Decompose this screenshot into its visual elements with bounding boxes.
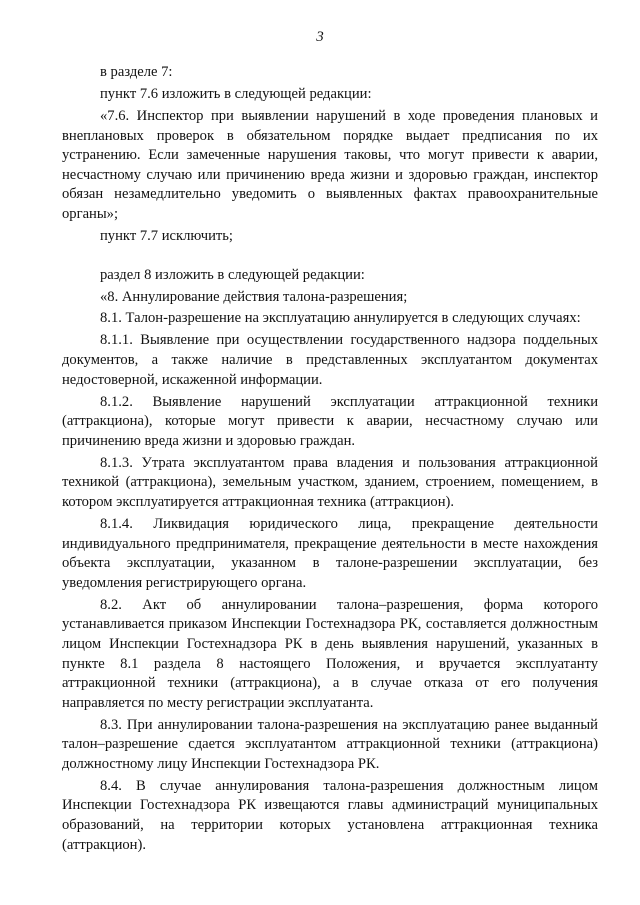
paragraph-8-3: 8.3. При аннулировании талона-разрешения на эксплуатацию ранее выданный талон–разрешение сдается эксплуатантом аттракционной техники (аттракциона) должностному лицу Инспекции Гостехнадзора РК. [62, 716, 598, 772]
paragraph-8-1: 8.1. Талон-разрешение на эксплуатацию аннулируется в следующих случаях: [100, 310, 581, 327]
paragraph-7-6-instruction: пункт 7.6 изложить в следующей редакции: [100, 85, 372, 102]
paragraph-8-1-4: 8.1.4. Ликвидация юридического лица, прекращение деятельности индивидуального предпринимателя, прекращение деятельности в месте нахождения объекта эксплуатации, указанном в талоне-разрешении эксплуатации, без уведомления регистрирующего органа. [62, 515, 598, 591]
paragraph-8-4: 8.4. В случае аннулирования талона-разрешения должностным лицом Инспекции Гостехнадзора РК извещаются главы администраций муниципальных образований, на территории которых установлена аттракционная техника (аттракцион). [62, 777, 598, 853]
paragraph-section8-intro: раздел 8 изложить в следующей редакции: [100, 266, 365, 283]
document-body [62, 63, 598, 858]
paragraph-8-1-1: 8.1.1. Выявление при осуществлении государственного надзора поддельных документов, а также наличие в представленных эксплуатантом документах недостоверной, искаженной информации. [62, 332, 598, 388]
paragraph-8-2: 8.2. Акт об аннулировании талона–разрешения, форма которого устанавливается приказом Инспекции Гостехнадзора РК, составляется должностным лицом Инспекции Гостехнадзора РК в день выявления нарушений, указанных в пункте 8.1 раздела 8 настоящего Положения, и вручается эксплуатанту аттракционной техники (аттракциона), а в случае отказа от его получения направляется по месту регистрации эксплуатанта. [62, 596, 598, 711]
page-number: 3 [316, 29, 324, 45]
paragraph-section7-intro: в разделе 7: [100, 64, 173, 80]
paragraph-7-6-text: «7.6. Инспектор при выявлении нарушений в ходе проведения плановых и внеплановых проверок в обязательном порядке выдает предписания по их устранению. Если замеченные нарушения таковы, что могут привести к аварии, несчастному случаю или причинению вреда жизни и здоровью граждан, инспектор обязан незамедлительно уведомить о выявленных фактах правоохранительные органы»; [62, 107, 598, 222]
paragraph-8-1-2: 8.1.2. Выявление нарушений эксплуатации аттракционной техники (аттракциона), которые могут привести к аварии, несчастному случаю или причинению вреда жизни и здоровью граждан. [62, 393, 598, 449]
paragraph-7-7-exclude: пункт 7.7 исключить; [100, 227, 233, 244]
paragraph-section8-title: «8. Аннулирование действия талона-разрешения; [100, 288, 408, 305]
paragraph-8-1-3: 8.1.3. Утрата эксплуатантом права владения и пользования аттракционной техникой (аттракциона), земельным участком, зданием, строением, помещением, в котором эксплуатируется аттракционная техника (аттракцион). [62, 454, 598, 510]
